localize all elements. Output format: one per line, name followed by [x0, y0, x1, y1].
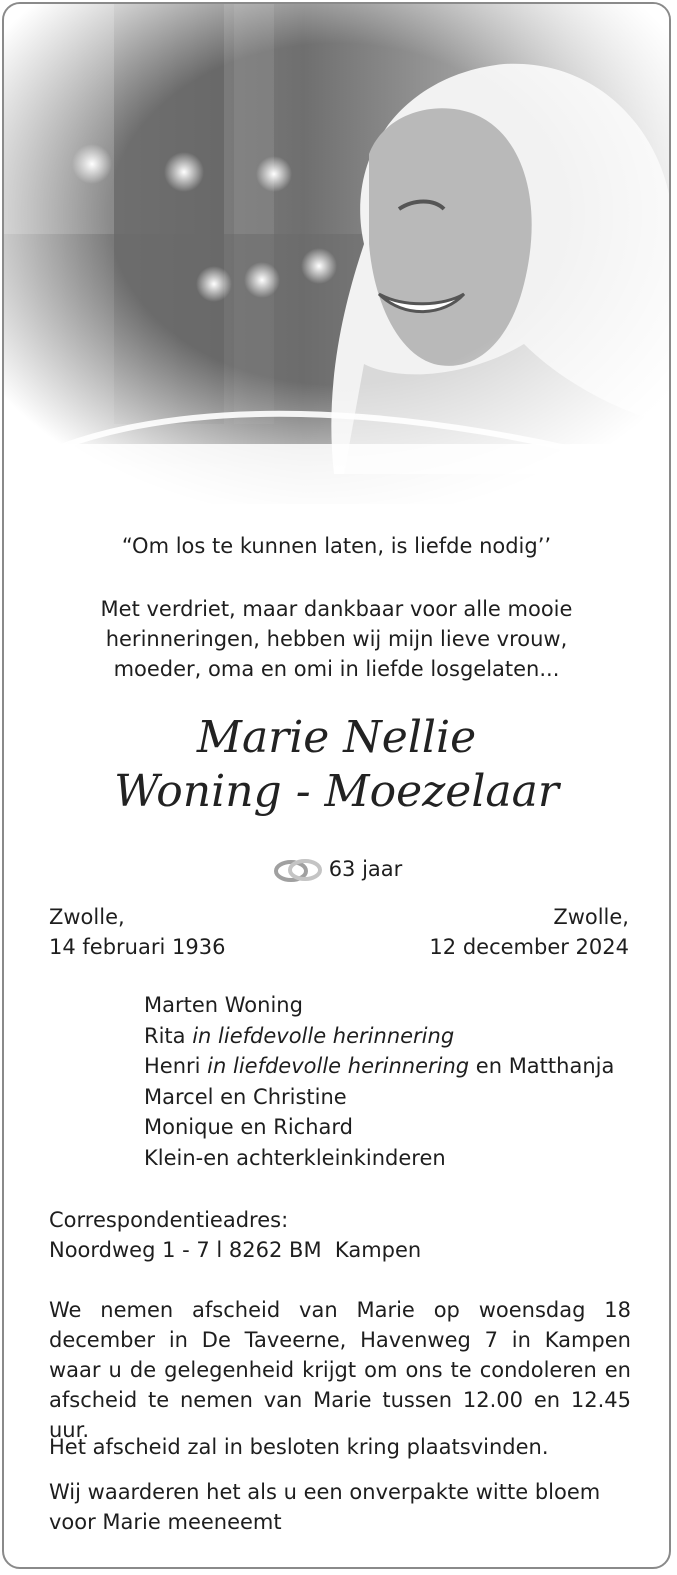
- family-list: [144, 990, 614, 1173]
- marriage-duration: [4, 856, 669, 884]
- family-member-name: Henri: [144, 1054, 208, 1078]
- family-member-name: Monique en Richard: [144, 1115, 353, 1139]
- intro-line: moeder, oma en omi in liefde losgelaten...: [113, 657, 560, 681]
- family-member: [144, 1143, 614, 1174]
- family-member-name: Marcel en Christine: [144, 1084, 347, 1109]
- family-member-name: Rita: [144, 1023, 193, 1048]
- family-member: [144, 1051, 614, 1082]
- family-member-partner: en Matthanja: [469, 1054, 615, 1078]
- deceased-name-last: Woning - Moezelaar: [114, 766, 559, 817]
- birth-date: 14 februari 1936: [49, 935, 226, 959]
- private-ceremony-note: Het afscheid zal in besloten kring plaatsvinden.: [49, 1435, 549, 1459]
- intro-line: herinneringen, hebben wij mijn lieve vrouw,: [105, 627, 568, 651]
- family-member: [144, 990, 614, 1021]
- farewell-paragraph: We nemen afscheid van Marie op woensdag 18 december in De Taveerne, Havenweg 7 in Kampen waar u de gelegenheid krijgt om ons te condoleren en afscheid te nemen van Marie tussen 12.00 en 12.45 uur.: [49, 1298, 631, 1442]
- family-member-name: Marten Woning: [144, 993, 303, 1017]
- family-member-note: in liefdevolle herinnering: [207, 1054, 470, 1078]
- death-date: 12 december 2024: [429, 935, 629, 959]
- death-place: Zwolle,: [553, 905, 629, 929]
- family-member: [144, 1112, 614, 1143]
- wedding-rings-icon: [271, 856, 325, 884]
- correspondence-address: [49, 1205, 421, 1265]
- correspondence-value: Noordweg 1 - 7 l 8262 BM Kampen: [49, 1238, 422, 1262]
- correspondence-label: Correspondentieadres:: [49, 1208, 289, 1232]
- birth-info: [49, 902, 225, 962]
- family-member: [144, 1021, 614, 1052]
- family-member-note: in liefdevolle herinnering: [192, 1023, 455, 1048]
- death-info: [429, 902, 629, 962]
- portrait-photo: [4, 4, 669, 504]
- family-member: [144, 1082, 614, 1113]
- family-member-name: Klein-en achterkleinkinderen: [144, 1145, 446, 1170]
- intro-line: Met verdriet, maar dankbaar voor alle mooie: [100, 597, 573, 621]
- obituary-card: [2, 2, 671, 1569]
- deceased-name-first: Marie Nellie: [196, 712, 477, 763]
- flower-request: Wij waarderen het als u een onverpakte witte bloem voor Marie meeneemt: [49, 1480, 601, 1534]
- marriage-years: 63 jaar: [328, 857, 403, 881]
- intro-text: [4, 594, 669, 684]
- quote: “Om los te kunnen laten, is liefde nodig’’: [121, 534, 552, 558]
- birth-place: Zwolle,: [49, 905, 125, 929]
